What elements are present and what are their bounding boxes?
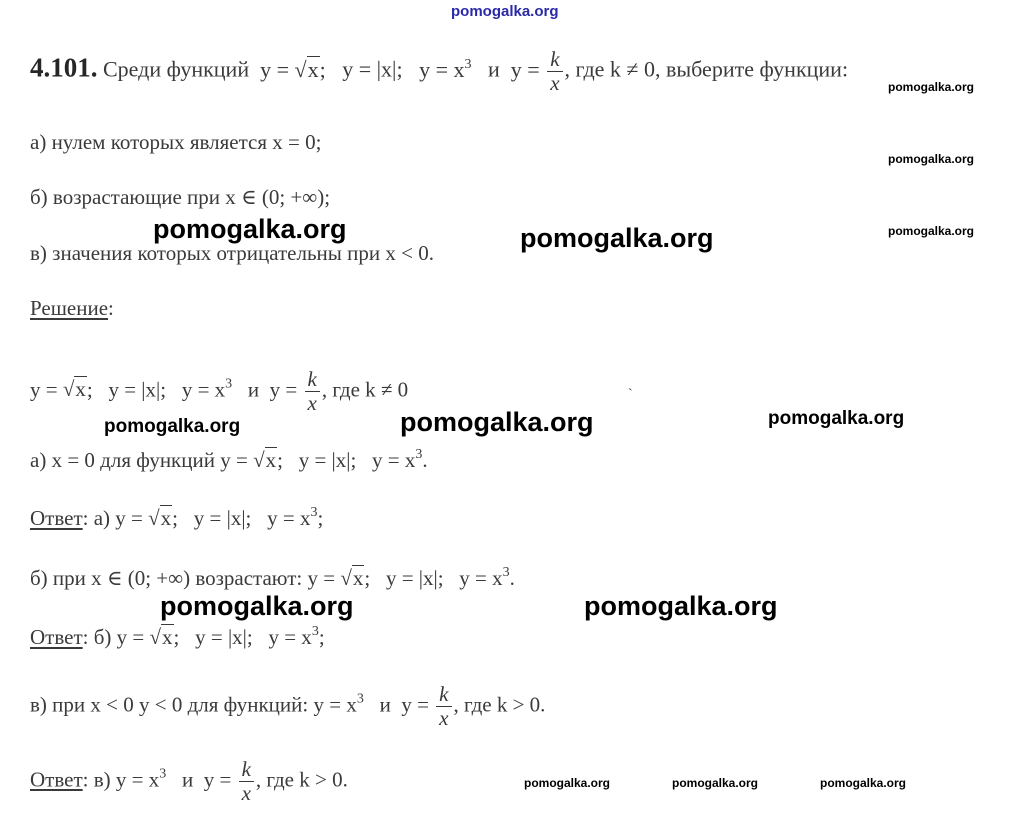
- watermark: pomogalka.org: [104, 416, 241, 437]
- answer-a: Ответ: а) y = √x; y = |x|; $y = x^3$;: [30, 505, 324, 530]
- solution-a: а) x = 0 для функций y = √x; y = |x|; $y = x^3$.: [30, 447, 428, 472]
- problem-tail: , где k ≠ 0, выберите функции:: [564, 56, 849, 82]
- problem-number: 4.101.: [30, 52, 98, 83]
- stray-mark: `: [628, 387, 633, 402]
- watermark: pomogalka.org: [160, 591, 354, 621]
- answer-v: Ответ: в) $y = x^3$ и y = $\frac{k}{x}$ , где k > 0.: [30, 757, 348, 806]
- problem-intro: Среди функций: [103, 56, 250, 82]
- watermark: pomogalka.org: [888, 224, 975, 238]
- function-sqrt: y = √x;: [260, 56, 326, 82]
- solution-b: б) при x ∈ (0; +∞) возрастают: y = √x; y = |x|; $y = x^3$.: [30, 565, 515, 590]
- watermark: pomogalka.org: [672, 776, 759, 790]
- answer-b: Ответ: б) y = √x; y = |x|; $y = x^3$;: [30, 624, 325, 649]
- solution-functions: y = √x; y = |x|; $y = x^3$ и y = $\frac{k}{x}$ , где k ≠ 0: [30, 367, 409, 416]
- condition-a: а) нулем которых является x = 0;: [30, 130, 322, 154]
- watermark-top: pomogalka.org: [451, 3, 559, 20]
- watermark: pomogalka.org: [888, 80, 975, 94]
- function-hyperbola: y = $\frac{k}{x}$: [511, 57, 565, 82]
- problem-statement: 4.101. Среди функций y = √x; y = |x|; $y = x^3$ и y = $\frac{k}{x}$ , где k ≠ 0, выберите функции:: [30, 47, 849, 96]
- watermark: pomogalka.org: [888, 152, 975, 166]
- solution-v: в) при x < 0 y < 0 для функций: $y = x^3$ и y = $\frac{k}{x}$ , где k > 0.: [30, 682, 546, 731]
- condition-v: в) значения которых отрицательны при x < 0.: [30, 241, 434, 265]
- watermark: pomogalka.org: [520, 223, 714, 253]
- watermark: pomogalka.org: [820, 776, 907, 790]
- watermark: pomogalka.org: [524, 776, 611, 790]
- condition-b: б) возрастающие при x ∈ (0; +∞);: [30, 185, 331, 209]
- watermark: pomogalka.org: [153, 214, 347, 244]
- function-cube: $y = x^3$: [419, 56, 472, 82]
- watermark: pomogalka.org: [584, 591, 778, 621]
- watermark: pomogalka.org: [400, 407, 594, 437]
- watermark: pomogalka.org: [768, 408, 905, 429]
- function-abs: y = |x|;: [342, 56, 403, 82]
- solution-heading: Решение:: [30, 296, 114, 320]
